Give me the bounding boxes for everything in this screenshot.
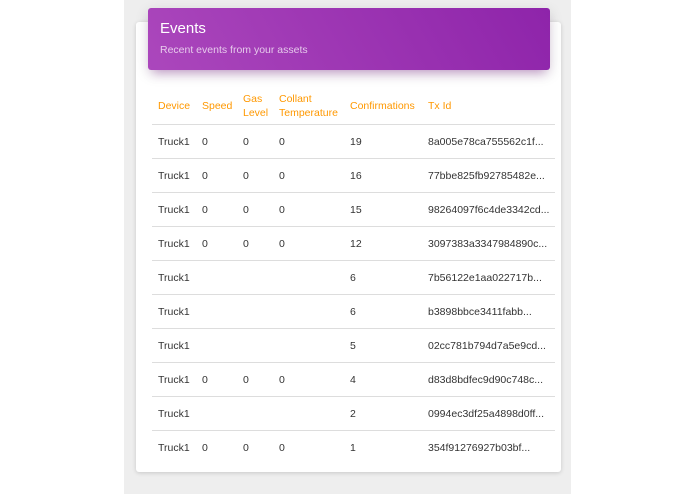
column-header-device: Device	[152, 88, 196, 125]
device-cell: Truck1	[158, 441, 190, 454]
device-cell: Truck1	[152, 193, 196, 227]
device-cell: Truck1	[152, 329, 196, 363]
speed-cell: 0	[196, 193, 237, 227]
speed-cell	[196, 397, 237, 431]
gas-level-cell	[237, 329, 273, 363]
column-header-confirmations: Confirmations	[344, 88, 422, 125]
column-header-gas-level: Gas Level	[237, 88, 273, 125]
confirmations-cell: 16	[344, 159, 422, 193]
speed-cell: 0	[202, 441, 208, 454]
table-row	[152, 261, 555, 295]
temperature-cell: 0	[273, 193, 344, 227]
column-header-speed: Speed	[196, 88, 237, 125]
tx-id-link[interactable]: 354f91276927b03bf...	[428, 441, 531, 454]
confirmations-cell: 6	[344, 261, 422, 295]
device-cell: Truck1	[152, 397, 196, 431]
confirmations-cell: 1	[350, 441, 356, 454]
speed-cell	[196, 329, 237, 363]
device-cell: Truck1	[152, 261, 196, 295]
confirmations-cell: 5	[344, 329, 422, 363]
card-subtitle: Recent events from your assets	[160, 44, 308, 56]
confirmations-cell: 19	[344, 125, 422, 159]
table-row	[152, 159, 555, 193]
gas-level-cell	[237, 295, 273, 329]
gas-level-cell: 0	[237, 363, 273, 397]
confirmations-cell: 15	[344, 193, 422, 227]
speed-cell: 0	[196, 363, 237, 397]
column-header-tx-id: Tx Id	[422, 88, 555, 125]
tx-id-link[interactable]: 02cc781b794d7a5e9cd...	[422, 329, 555, 363]
table-row	[152, 329, 555, 363]
device-cell: Truck1	[152, 295, 196, 329]
card-title: Events	[160, 20, 206, 37]
tx-id-link[interactable]: 0994ec3df25a4898d0ff...	[422, 397, 555, 431]
speed-cell	[196, 261, 237, 295]
temperature-cell	[273, 329, 344, 363]
device-cell: Truck1	[152, 227, 196, 261]
temperature-cell	[273, 397, 344, 431]
speed-cell: 0	[196, 227, 237, 261]
temperature-cell	[273, 295, 344, 329]
table-row	[152, 295, 555, 329]
tx-id-link[interactable]: 7b56122e1aa022717b...	[422, 261, 555, 295]
speed-cell: 0	[196, 159, 237, 193]
temperature-cell: 0	[273, 159, 344, 193]
column-header-collant-temperature: Collant Temperature	[273, 88, 344, 125]
tx-id-link[interactable]: 8a005e78ca755562c1f...	[422, 125, 555, 159]
tx-id-link[interactable]: 98264097f6c4de3342cd...	[422, 193, 555, 227]
gas-level-cell: 0	[243, 441, 249, 454]
table-row	[152, 397, 555, 431]
table-row	[152, 125, 555, 159]
card-header	[148, 8, 550, 70]
tx-id-link[interactable]: 3097383a3347984890c...	[422, 227, 555, 261]
tx-id-link[interactable]: d83d8bdfec9d90c748c...	[422, 363, 555, 397]
confirmations-cell: 12	[344, 227, 422, 261]
tx-id-link[interactable]: 77bbe825fb92785482e...	[422, 159, 555, 193]
device-cell: Truck1	[152, 363, 196, 397]
confirmations-cell: 2	[344, 397, 422, 431]
device-cell: Truck1	[152, 159, 196, 193]
table-row	[152, 363, 555, 397]
temperature-cell	[273, 261, 344, 295]
temperature-cell: 0	[273, 227, 344, 261]
table-row	[152, 193, 555, 227]
tx-id-link[interactable]: b3898bbce3411fabb...	[422, 295, 555, 329]
speed-cell: 0	[196, 125, 237, 159]
confirmations-cell: 4	[344, 363, 422, 397]
gas-level-cell: 0	[237, 227, 273, 261]
table-row	[152, 227, 555, 261]
table-header-row	[152, 88, 555, 125]
gas-level-cell	[237, 261, 273, 295]
gas-level-cell: 0	[237, 159, 273, 193]
temperature-cell: 0	[273, 125, 344, 159]
speed-cell	[196, 295, 237, 329]
temperature-cell: 0	[273, 363, 344, 397]
gas-level-cell: 0	[237, 125, 273, 159]
gas-level-cell: 0	[237, 193, 273, 227]
device-cell: Truck1	[152, 125, 196, 159]
temperature-cell: 0	[279, 441, 285, 454]
gas-level-cell	[237, 397, 273, 431]
table-row	[152, 431, 555, 465]
confirmations-cell: 6	[344, 295, 422, 329]
events-table	[152, 88, 555, 464]
